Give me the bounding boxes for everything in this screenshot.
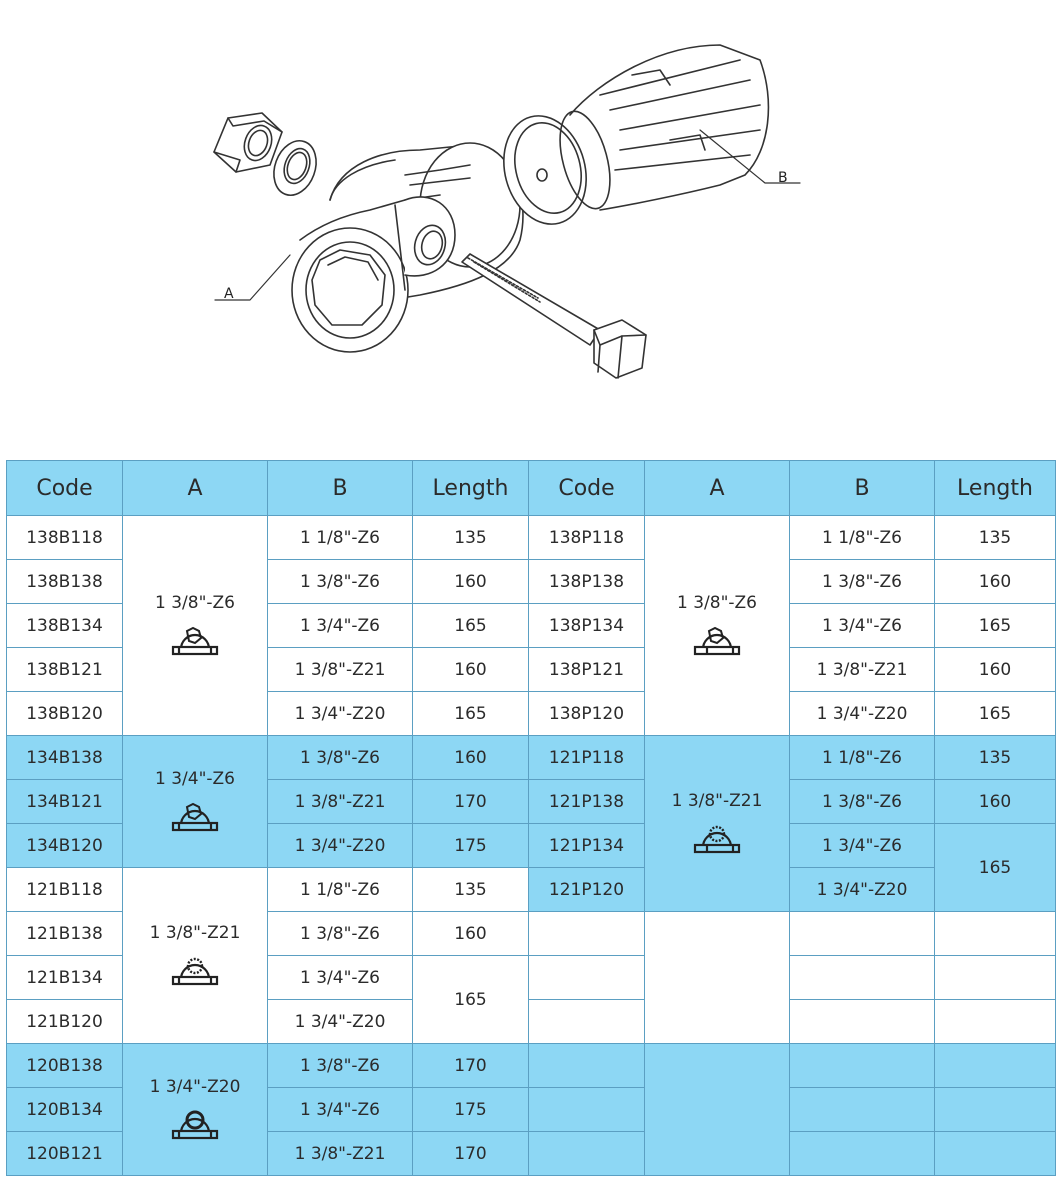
yoke-z6-icon	[165, 795, 225, 835]
a-spec-cell	[123, 868, 268, 1044]
a-spec-cell	[645, 736, 790, 912]
length-cell: 160	[413, 560, 529, 604]
length-cell: 170	[413, 1044, 529, 1088]
nut-icon	[214, 113, 282, 172]
code-cell: 120B121	[7, 1132, 123, 1176]
code-cell: 121B118	[7, 868, 123, 912]
a-spec-label: 1 3/4"-Z20	[149, 1076, 241, 1097]
header-length: Length	[413, 461, 529, 516]
code-cell: 121B138	[7, 912, 123, 956]
a-spec-label: 1 3/8"-Z21	[149, 922, 241, 943]
header-a: A	[645, 461, 790, 516]
b-spec-cell: 1 3/4"-Z6	[790, 824, 935, 868]
code-cell: 134B138	[7, 736, 123, 780]
a-spec-label: 1 3/8"-Z6	[677, 592, 757, 613]
adapter-body-icon	[292, 143, 523, 352]
a-spec-label: 1 3/8"-Z6	[155, 592, 235, 613]
b-spec-cell: 1 3/4"-Z20	[790, 868, 935, 912]
empty-cell	[529, 956, 645, 1000]
header-b: B	[790, 461, 935, 516]
b-spec-cell: 1 3/8"-Z6	[268, 912, 413, 956]
b-spec-cell: 1 3/4"-Z20	[790, 692, 935, 736]
code-cell: 134B121	[7, 780, 123, 824]
length-cell: 135	[413, 868, 529, 912]
b-spec-cell: 1 1/8"-Z6	[790, 516, 935, 560]
empty-cell	[935, 1044, 1056, 1088]
b-spec-cell: 1 3/4"-Z6	[790, 604, 935, 648]
a-spec-label: 1 3/8"-Z21	[671, 790, 763, 811]
header-code: Code	[529, 461, 645, 516]
table-row	[7, 1044, 1056, 1088]
b-spec-cell: 1 3/8"-Z21	[790, 648, 935, 692]
code-cell: 138B138	[7, 560, 123, 604]
table-row	[7, 736, 1056, 780]
empty-cell	[935, 1000, 1056, 1044]
yoke-z6-icon	[165, 619, 225, 659]
label-b: B	[778, 170, 788, 186]
empty-cell	[790, 1044, 935, 1088]
length-cell: 160	[413, 648, 529, 692]
length-cell: 175	[413, 824, 529, 868]
a-spec-cell	[123, 736, 268, 868]
code-cell: 120B138	[7, 1044, 123, 1088]
empty-cell	[645, 1044, 790, 1176]
empty-cell	[529, 1000, 645, 1044]
empty-cell	[935, 1088, 1056, 1132]
table-header-row	[7, 461, 1056, 516]
b-spec-cell: 1 3/4"-Z6	[268, 604, 413, 648]
yoke-z21-icon	[165, 949, 225, 989]
b-spec-cell: 1 3/8"-Z21	[268, 648, 413, 692]
code-cell: 138B134	[7, 604, 123, 648]
b-spec-cell: 1 3/8"-Z6	[268, 1044, 413, 1088]
code-cell: 121P134	[529, 824, 645, 868]
length-cell: 165	[413, 604, 529, 648]
length-cell: 165	[413, 692, 529, 736]
code-cell: 138B121	[7, 648, 123, 692]
a-spec-cell	[123, 1044, 268, 1176]
length-cell: 135	[935, 516, 1056, 560]
empty-cell	[790, 956, 935, 1000]
header-code: Code	[7, 461, 123, 516]
b-spec-cell: 1 1/8"-Z6	[268, 868, 413, 912]
code-cell: 121B134	[7, 956, 123, 1000]
empty-cell	[935, 1132, 1056, 1176]
code-cell: 138P138	[529, 560, 645, 604]
empty-cell	[790, 1000, 935, 1044]
length-cell: 170	[413, 1132, 529, 1176]
empty-cell	[645, 912, 790, 1044]
b-spec-cell: 1 1/8"-Z6	[790, 736, 935, 780]
specification-table	[6, 460, 1056, 1176]
length-cell: 160	[935, 560, 1056, 604]
length-cell: 160	[935, 648, 1056, 692]
b-spec-cell: 1 3/4"-Z6	[268, 1088, 413, 1132]
length-cell: 165	[413, 956, 529, 1044]
empty-cell	[935, 956, 1056, 1000]
a-spec-label: 1 3/4"-Z6	[155, 768, 235, 789]
length-cell: 135	[413, 516, 529, 560]
yoke-z20-icon	[165, 1103, 225, 1143]
header-length: Length	[935, 461, 1056, 516]
b-spec-cell: 1 3/8"-Z6	[268, 560, 413, 604]
code-cell: 138B118	[7, 516, 123, 560]
b-spec-cell: 1 3/8"-Z6	[268, 736, 413, 780]
b-spec-cell: 1 3/8"-Z21	[268, 1132, 413, 1176]
splined-shaft-icon	[492, 45, 768, 233]
empty-cell	[529, 1044, 645, 1088]
b-spec-cell: 1 1/8"-Z6	[268, 516, 413, 560]
assembly-drawing	[0, 0, 1060, 440]
length-cell: 160	[413, 736, 529, 780]
code-cell: 120B134	[7, 1088, 123, 1132]
b-spec-cell: 1 3/4"-Z20	[268, 692, 413, 736]
empty-cell	[790, 1088, 935, 1132]
code-cell: 121P118	[529, 736, 645, 780]
length-cell: 175	[413, 1088, 529, 1132]
header-a: A	[123, 461, 268, 516]
code-cell: 121B120	[7, 1000, 123, 1044]
yoke-z6-icon	[687, 619, 747, 659]
length-cell: 170	[413, 780, 529, 824]
b-spec-cell: 1 3/8"-Z6	[790, 560, 935, 604]
a-spec-cell	[645, 516, 790, 736]
length-cell: 160	[413, 912, 529, 956]
length-cell: 165	[935, 604, 1056, 648]
length-cell: 165	[935, 692, 1056, 736]
code-cell: 138B120	[7, 692, 123, 736]
yoke-z21-icon	[687, 817, 747, 857]
length-cell: 135	[935, 736, 1056, 780]
empty-cell	[529, 912, 645, 956]
code-cell: 138P121	[529, 648, 645, 692]
table-row	[7, 516, 1056, 560]
b-spec-cell: 1 3/4"-Z6	[268, 956, 413, 1000]
a-spec-cell	[123, 516, 268, 736]
code-cell: 134B120	[7, 824, 123, 868]
empty-cell	[790, 912, 935, 956]
length-cell: 165	[935, 824, 1056, 912]
code-cell: 121P120	[529, 868, 645, 912]
length-cell: 160	[935, 780, 1056, 824]
b-spec-cell: 1 3/4"-Z20	[268, 1000, 413, 1044]
table-row	[7, 868, 1056, 912]
code-cell: 138P118	[529, 516, 645, 560]
empty-cell	[529, 1088, 645, 1132]
label-a: A	[224, 286, 234, 302]
b-spec-cell: 1 3/8"-Z21	[268, 780, 413, 824]
b-spec-cell: 1 3/4"-Z20	[268, 824, 413, 868]
empty-cell	[935, 912, 1056, 956]
code-cell: 138P134	[529, 604, 645, 648]
bolt-icon	[462, 254, 646, 378]
code-cell: 138P120	[529, 692, 645, 736]
code-cell: 121P138	[529, 780, 645, 824]
header-b: B	[268, 461, 413, 516]
empty-cell	[790, 1132, 935, 1176]
b-spec-cell: 1 3/8"-Z6	[790, 780, 935, 824]
empty-cell	[529, 1132, 645, 1176]
